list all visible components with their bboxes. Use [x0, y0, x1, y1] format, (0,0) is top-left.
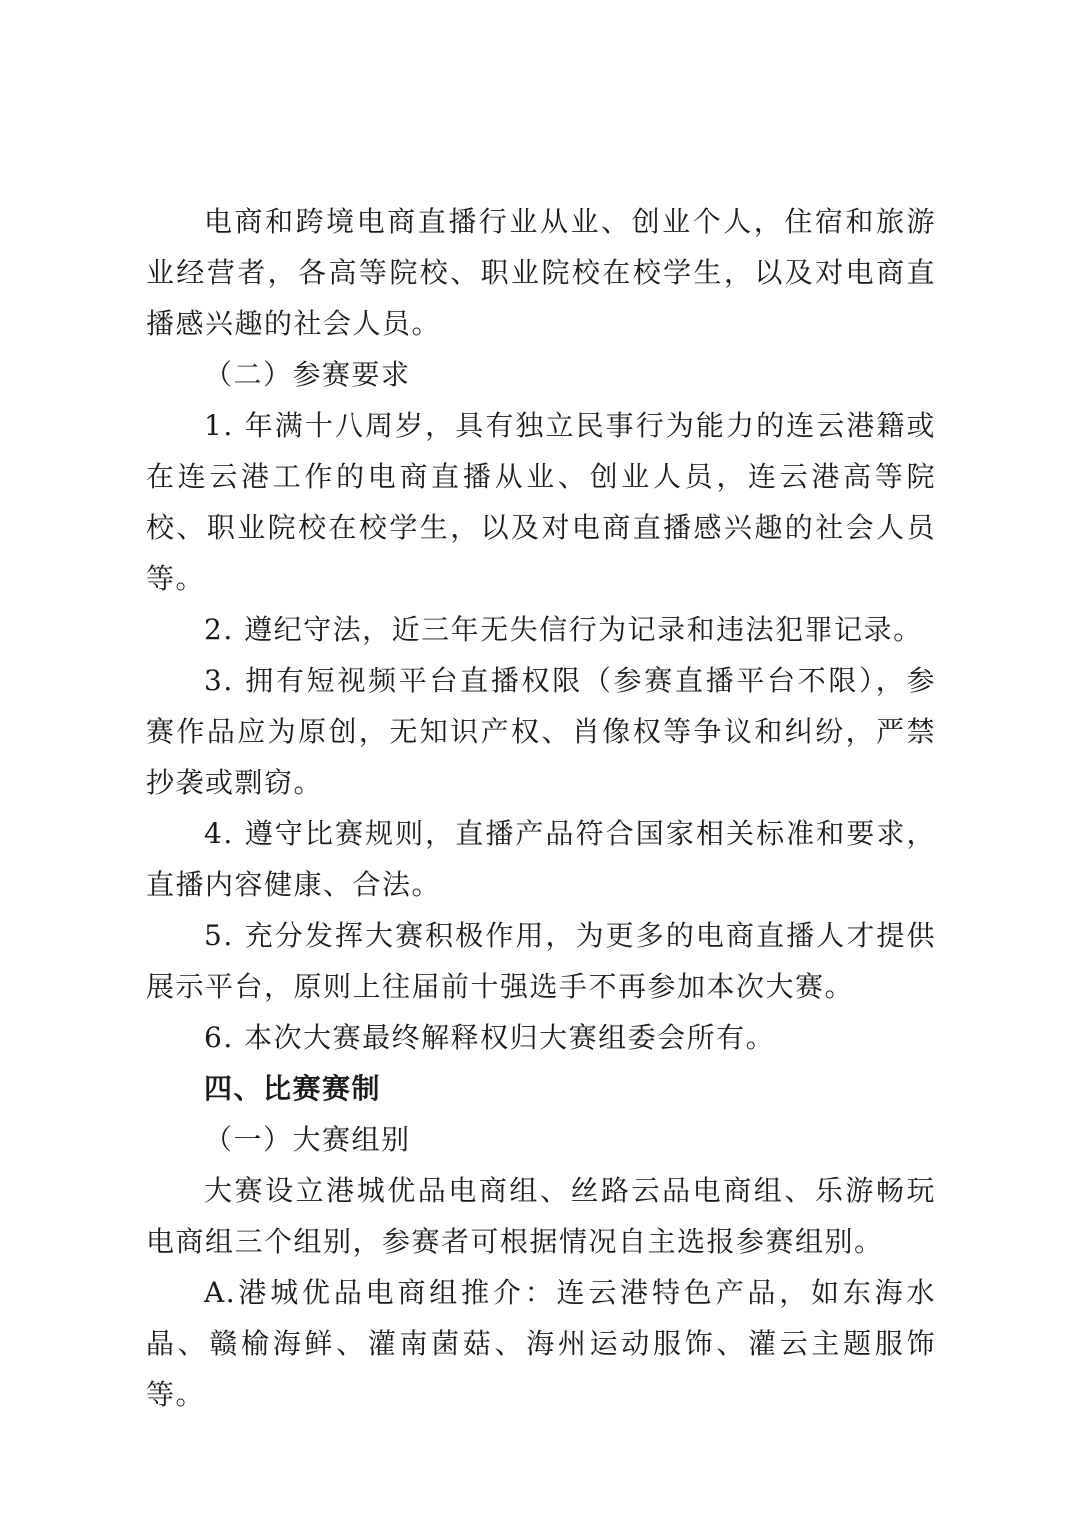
- subheading-requirements: （二）参赛要求: [204, 358, 411, 391]
- requirement-6: 6. 本次大赛最终解释权归大赛组委会所有。: [204, 1021, 776, 1054]
- subheading-groups: （一）大赛组别: [204, 1123, 411, 1156]
- heading-competition-format: 四、比赛赛制: [204, 1072, 382, 1105]
- requirement-2: 2. 遵纪守法，近三年无失信行为记录和违法犯罪记录。: [204, 613, 923, 646]
- requirement-4: 4. 遵守比赛规则，直播产品符合国家相关标准和要求，直播内容健康、合法。: [146, 817, 936, 901]
- requirement-5: 5. 充分发挥大赛积极作用，为更多的电商直播人才提供展示平台，原则上往届前十强选手不再参加本次大赛。: [146, 919, 936, 1003]
- paragraph-groups: 大赛设立港城优品电商组、丝路云品电商组、乐游畅玩电商组三个组别，参赛者可根据情况自主选报参赛组别。: [146, 1174, 936, 1258]
- document-page: [146, 196, 936, 1420]
- paragraph-group-a: A.港城优品电商组推介：连云港特色产品，如东海水晶、赣榆海鲜、灌南菌菇、海州运动服饰、灌云主题服饰等。: [146, 1276, 936, 1411]
- requirement-3: 3. 拥有短视频平台直播权限（参赛直播平台不限），参赛作品应为原创，无知识产权、肖像权等争议和纠纷，严禁抄袭或剽窃。: [146, 664, 936, 799]
- paragraph-eligible-persons: 电商和跨境电商直播行业从业、创业个人，住宿和旅游业经营者，各高等院校、职业院校在校学生，以及对电商直播感兴趣的社会人员。: [146, 205, 936, 340]
- requirement-1: 1. 年满十八周岁，具有独立民事行为能力的连云港籍或在连云港工作的电商直播从业、创业人员，连云港高等院校、职业院校在校学生，以及对电商直播感兴趣的社会人员等。: [146, 409, 936, 595]
